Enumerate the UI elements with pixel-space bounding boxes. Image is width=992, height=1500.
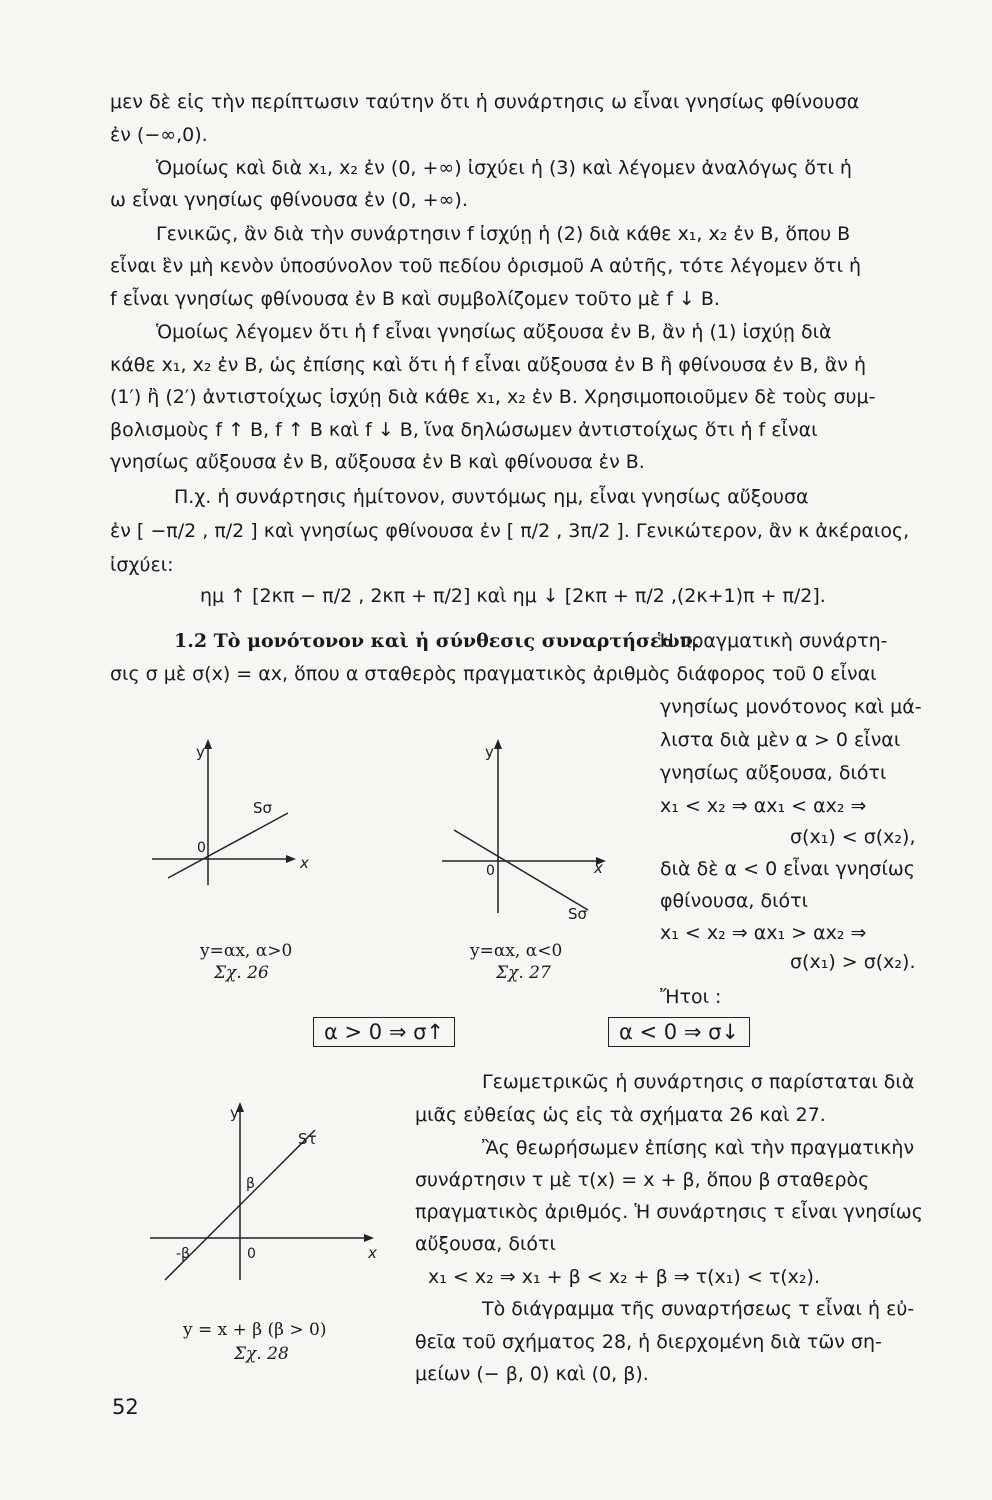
origin-label: 0 xyxy=(247,1246,256,1262)
text-line: σ(x₁) < σ(x₂), xyxy=(790,826,916,848)
y-axis-arrow xyxy=(204,739,212,749)
text-line: Π.χ. ἡ συνάρτησις ἡμίτονον, συντόμως ημ, εἶναι γνησίως αὔξουσα xyxy=(174,486,809,508)
fig27-equation: y=αx, α<0 xyxy=(470,941,563,961)
text-line: διὰ δὲ α < 0 εἶναι γνησίως xyxy=(660,858,915,880)
text-line: θεῖα τοῦ σχήματος 28, ἡ διερχομένη διὰ τῶν ση- xyxy=(415,1331,882,1353)
text-line: πραγματικὸς ἀριθμός. Ἡ συνάρτησις τ εἶναι γνησίως xyxy=(415,1201,923,1223)
line-s-sigma xyxy=(454,830,588,910)
box-decreasing: α < 0 ⇒ σ↓ xyxy=(608,1017,750,1047)
text-line: ἐν [ −π/2 , π/2 ] καὶ γνησίως φθίνουσα ἐν [ π/2 , 3π/2 ]. Γενικώτερον, ἂν κ ἀκέραιος, xyxy=(110,520,910,542)
text-line: λιστα διὰ μὲν α > 0 εἶναι xyxy=(660,729,901,751)
figure-26 xyxy=(150,735,309,935)
section-heading: 1.2 Τὸ μονότονον καὶ ἡ σύνθεσις συναρτήσεων. xyxy=(174,630,700,652)
text-line: ἰσχύει: xyxy=(110,554,174,576)
fig27-caption: Σχ. 27 xyxy=(496,963,551,983)
y-axis-label: y xyxy=(485,743,494,761)
text-line: γνησίως αὔξουσα, διότι xyxy=(660,762,887,784)
text-line: x₁ < x₂ ⇒ x₁ + β < x₂ + β ⇒ τ(x₁) < τ(x₂). xyxy=(428,1266,820,1288)
text-line: βολισμοὺς f ↑ B, f ↑ B καὶ f ↓ B, ἵνα δηλώσωμεν ἀντιστοίχως ὅτι ἡ f εἶναι xyxy=(110,419,818,441)
text-line: Ἂς θεωρήσωμεν ἐπίσης καὶ τὴν πραγματικὴν xyxy=(482,1137,915,1159)
line-s-sigma xyxy=(168,813,288,878)
figure-27 xyxy=(440,735,620,935)
line-label: Sτ xyxy=(298,1130,317,1148)
y-axis-label: y xyxy=(196,743,205,761)
origin-label: 0 xyxy=(197,840,206,856)
text-line: κάθε x₁, x₂ ἐν B, ὡς ἐπίσης καὶ ὅτι ἡ f εἶναι αὔξουσα ἐν B ἢ φθίνουσα ἐν B, ἂν ἡ xyxy=(110,354,866,376)
fig26-caption: Σχ. 26 xyxy=(214,963,269,983)
x-axis-label: x xyxy=(368,1244,377,1262)
text-line: γνησίως αὔξουσα ἐν B, αὔξουσα ἐν B καὶ φθίνουσα ἐν B. xyxy=(110,451,645,473)
text-line: φθίνουσα, διότι xyxy=(660,890,809,912)
text-line: σις σ μὲ σ(x) = αx, ὅπου α σταθερὸς πραγματικὸς ἀριθμὸς διάφορος τοῦ 0 εἶναι xyxy=(110,663,877,685)
text-line: ἐν (−∞,0). xyxy=(110,124,208,146)
text-line: ω εἶναι γνησίως φθίνουσα ἐν (0, +∞). xyxy=(110,189,468,211)
text-line: μεν δὲ εἰς τὴν περίπτωσιν ταύτην ὅτι ἡ συνάρτησις ω εἶναι γνησίως φθίνουσα xyxy=(110,91,860,113)
text-line: αὔξουσα, διότι xyxy=(415,1233,556,1255)
text-line: μείων (− β, 0) καὶ (0, β). xyxy=(415,1363,649,1385)
x-axis-arrow xyxy=(364,1234,374,1242)
text-line: Τὸ διάγραμμα τῆς συναρτήσεως τ εἶναι ἡ εὐ- xyxy=(482,1298,915,1320)
figure-28 xyxy=(150,1100,390,1290)
text-line: ημ ↑ [2κπ − π/2 , 2κπ + π/2] καὶ ημ ↓ [2κπ + π/2 ,(2κ+1)π + π/2]. xyxy=(200,585,826,607)
text-line: γνησίως μονότονος καὶ μά- xyxy=(660,696,922,718)
line-label: Sσ xyxy=(568,905,588,923)
line-label: Sσ xyxy=(253,799,273,817)
fig28-caption: Σχ. 28 xyxy=(234,1344,289,1364)
text-line: f εἶναι γνησίως φθίνουσα ἐν B καὶ συμβολίζομεν τοῦτο μὲ f ↓ B. xyxy=(110,288,720,310)
page-number: 52 xyxy=(112,1395,139,1419)
box-increasing: α > 0 ⇒ σ↑ xyxy=(313,1017,455,1047)
text-line: Ἡ πραγματικὴ συνάρτη- xyxy=(658,630,888,652)
fig26-equation: y=αx, α>0 xyxy=(200,941,293,961)
origin-label: 0 xyxy=(486,863,495,879)
neg-beta-label: -β xyxy=(176,1246,190,1262)
text-line: x₁ < x₂ ⇒ αx₁ > αx₂ ⇒ xyxy=(660,922,867,944)
x-axis-arrow xyxy=(286,855,296,863)
beta-label: β xyxy=(246,1176,255,1192)
text-line: μιᾶς εὐθείας ὡς εἰς τὰ σχήματα 26 καὶ 27. xyxy=(415,1104,826,1126)
text-line: Ὁμοίως καὶ διὰ x₁, x₂ ἐν (0, +∞) ἰσχύει ἡ (3) καὶ λέγομεν ἀναλόγως ὅτι ἡ xyxy=(156,157,852,179)
y-axis-label: y xyxy=(230,1104,239,1122)
text-line: Γενικῶς, ἂν διὰ τὴν συνάρτησιν f ἰσχύῃ ἡ (2) διὰ κάθε x₁, x₂ ἐν B, ὅπου B xyxy=(156,223,851,245)
text-line: συνάρτησιν τ μὲ τ(x) = x + β, ὅπου β σταθερὸς xyxy=(415,1169,870,1191)
text-line: Γεωμετρικῶς ἡ συνάρτησις σ παρίσταται διὰ xyxy=(482,1071,915,1093)
text-line: Ὁμοίως λέγομεν ὅτι ἡ f εἶναι γνησίως αὔξουσα ἐν B, ἂν ἡ (1) ἰσχύῃ διὰ xyxy=(156,321,832,343)
x-axis-label: x xyxy=(594,859,603,877)
fig28-equation: y = x + β (β > 0) xyxy=(183,1320,327,1340)
x-axis-label: x xyxy=(300,854,309,872)
text-line: Ἤτοι : xyxy=(660,986,722,1008)
text-line: σ(x₁) > σ(x₂). xyxy=(790,951,916,973)
y-axis-arrow xyxy=(494,739,502,749)
text-line: εἶναι ἓν μὴ κενὸν ὑποσύνολον τοῦ πεδίου ὁρισμοῦ A αὐτῆς, τότε λέγομεν ὅτι ἡ xyxy=(110,255,862,277)
text-line: (1′) ἢ (2′) ἀντιστοίχως ἰσχύῃ διὰ κάθε x₁, x₂ ἐν B. Χρησιμοποιοῦμεν δὲ τοὺς συμ- xyxy=(110,386,876,408)
text-line: x₁ < x₂ ⇒ αx₁ < αx₂ ⇒ xyxy=(660,795,867,817)
